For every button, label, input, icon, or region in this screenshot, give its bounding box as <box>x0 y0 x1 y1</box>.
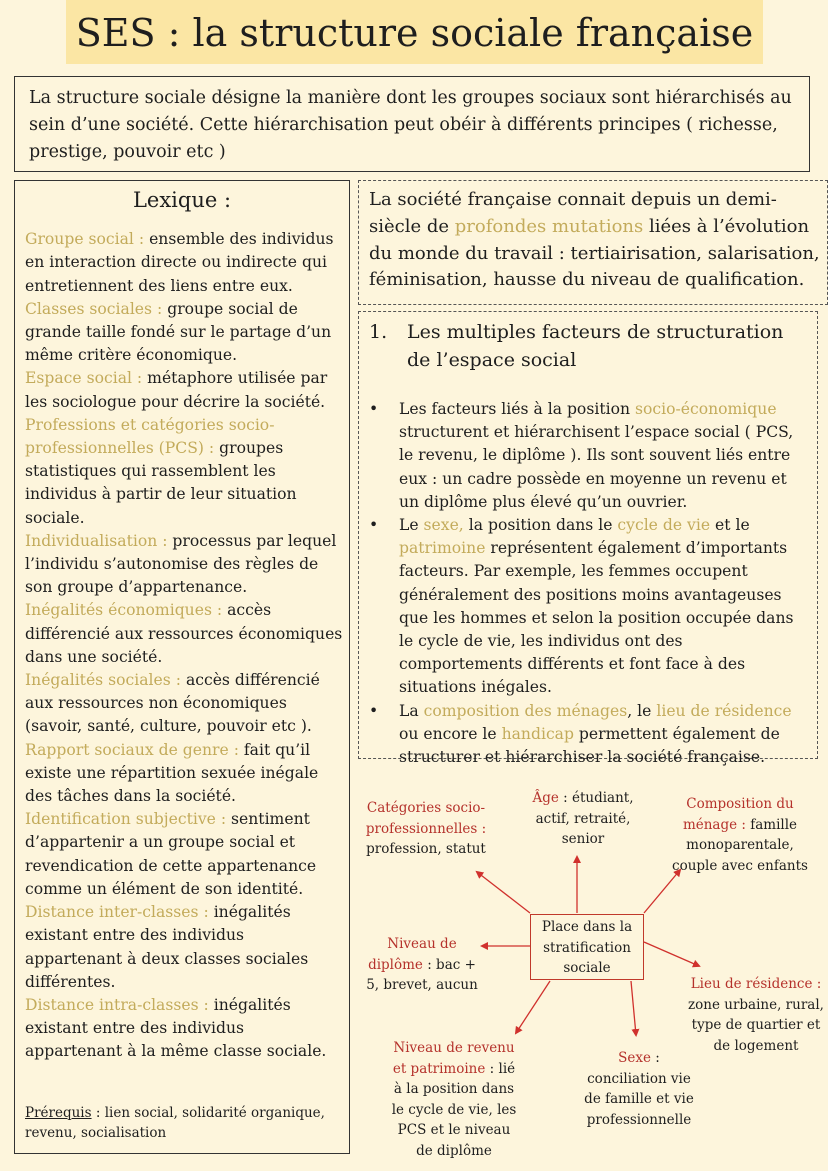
lexique-entry <box>25 599 343 669</box>
arrow-pcs <box>477 872 530 913</box>
bullet-item <box>369 700 809 770</box>
context-box <box>358 180 828 305</box>
node-text: : conciliation vie de famille et vie professionnelle <box>584 1050 694 1128</box>
prerequis-text: : lien social, solidarité organique, revenu, socialisation <box>25 1105 325 1141</box>
lexique-def: ensemble des individus en interaction directe ou indirecte qui entretiennent des liens entre eux. <box>25 230 334 295</box>
lexique-entry <box>25 298 343 368</box>
bullet-text: , le <box>627 701 657 720</box>
node-menage <box>670 794 810 876</box>
lexique-entry <box>25 367 343 413</box>
bullet-marker: • <box>369 701 379 720</box>
lexique-def: fait qu’il existe une répartition sexuée inégale des tâches dans la société. <box>25 740 319 806</box>
node-revenu <box>390 1038 518 1161</box>
bullet-marker: • <box>369 516 379 535</box>
context-text: La société française connait depuis un demi-siècle de <box>369 189 777 237</box>
lexique-def: accès différencié aux ressources non économiques (savoir, santé, culture, pouvoir etc ). <box>25 671 320 736</box>
bullet-text: ou encore le <box>399 724 502 743</box>
lexique-def: inégalités existant entre des individus appartenant à deux classes sociales différentes. <box>25 903 309 991</box>
node-label: Âge <box>532 790 559 806</box>
lexique-term: Inégalités sociales : <box>25 671 181 690</box>
lexique-entries <box>15 228 349 1063</box>
lexique-term: Inégalités économiques : <box>25 601 223 620</box>
lexique-entry <box>25 994 343 1064</box>
section-title <box>369 318 809 374</box>
lexique-term: Classes sociales : <box>25 299 163 318</box>
arrow-residence <box>644 942 699 966</box>
bullet-highlight: cycle de vie <box>617 516 711 535</box>
bullet-text: et le <box>710 516 750 535</box>
node-age <box>528 788 638 850</box>
node-text: : lié à la position dans le cycle de vie, les PCS et le niveau de diplôme <box>391 1060 517 1159</box>
intro-box: La structure sociale désigne la manière dont les groupes sociaux sont hiérarchisés au sein d’une société. Cette hiérarchisation peut obéir à différents principes ( richesse, prestige, pouvoir etc ) <box>14 76 810 172</box>
lexique-term: Distance inter-classes : <box>25 903 209 922</box>
lexique-term: Distance intra-classes : <box>25 995 209 1014</box>
lexique-panel <box>14 180 350 1154</box>
bullet-highlight: lieu de résidence <box>656 701 792 720</box>
node-label: Lieu de résidence : <box>690 976 822 992</box>
bullet-text: La <box>399 701 424 720</box>
bullet-highlight: patrimoine <box>399 539 486 558</box>
stratification-diagram <box>350 770 828 1170</box>
node-text: : bac + 5, brevet, aucun <box>366 956 478 993</box>
lexique-def: groupes statistiques qui rassemblent les individus à partir de leur situation sociale. <box>25 439 297 527</box>
bullet-highlight: socio-économique <box>634 400 777 418</box>
bullet-highlight: sexe, <box>423 516 464 535</box>
section-number: 1. <box>369 321 388 343</box>
bullet-text: permettent également de structurer et hiérarchiser la société française. <box>399 724 780 767</box>
lexique-entry <box>25 669 343 739</box>
node-text: zone urbaine, rural, type de quartier et de logement <box>688 996 824 1054</box>
lexique-def: inégalités existant entre des individus appartenant à la même classe sociale. <box>25 995 327 1061</box>
arrow-revenu <box>516 981 550 1033</box>
node-label: Sexe <box>618 1050 651 1066</box>
lexique-entry <box>25 808 343 901</box>
lexique-entry <box>25 739 343 809</box>
lexique-term: Individualisation : <box>25 531 168 550</box>
lexique-def: processus par lequel l’individu s’autonomise des règles de son groupe d’appartenance. <box>25 531 337 597</box>
lexique-def: accès différencié aux ressources économiques dans une société. <box>25 601 343 666</box>
prerequis-note <box>25 1103 335 1143</box>
bullet-text: Le <box>399 516 424 535</box>
bullet-item <box>369 514 809 700</box>
lexique-entry <box>25 530 343 600</box>
lexique-entry <box>25 414 343 530</box>
lexique-entry <box>25 228 343 298</box>
bullet-list <box>369 398 809 769</box>
node-diplome <box>360 934 484 996</box>
lexique-term: Identification subjective : <box>25 810 227 829</box>
node-label: Composition du ménage : <box>682 796 794 833</box>
bullet-highlight: composition des ménages <box>423 701 628 720</box>
bullet-text: représentent également d’importants facteurs. Par exemple, les femmes occupent généralement des positions moins avantageuses que les hommes et selon la position occupée dans le cycle de vie, les individus ont des comportements différents et font face à des situations inégales. <box>399 539 794 697</box>
context-text: liées à l’évolution du monde du travail : tertiairisation, salarisation, féminisation, hausse du niveau de qualification. <box>369 215 820 291</box>
lexique-term: Professions et catégories socio-professionnelles (PCS) : <box>25 415 275 458</box>
section-title-text: Les multiples facteurs de structuration de l’espace social <box>407 321 784 371</box>
node-text: : étudiant, actif, retraité, senior <box>535 790 634 847</box>
lexique-term: Espace social : <box>25 369 143 388</box>
lexique-entry <box>25 901 343 994</box>
bullet-item <box>369 398 809 514</box>
lexique-title: Lexique : <box>132 188 232 212</box>
lexique-def: sentiment d’appartenir a un groupe social et revendication de cette appartenance comme un élément de son identité. <box>25 810 317 898</box>
node-pcs <box>362 798 490 860</box>
section-factors <box>358 311 818 767</box>
lexique-term: Rapport sociaux de genre : <box>25 740 239 759</box>
node-label: Niveau de diplôme <box>368 936 457 973</box>
node-sexe <box>582 1048 696 1130</box>
bullet-text: Les facteurs liés à la position <box>399 400 635 418</box>
arrow-menage <box>644 870 680 913</box>
node-label: Catégories socio-professionnelles : <box>365 800 487 837</box>
node-text: famille monoparentale, couple avec enfants <box>672 816 808 874</box>
bullet-highlight: handicap <box>501 724 574 743</box>
node-label: Niveau de revenu et patrimoine <box>392 1040 515 1077</box>
arrow-sexe <box>631 981 636 1035</box>
diagram-center: Place dans la stratification sociale <box>530 914 644 980</box>
bullet-text: structurent et hiérarchisent l’espace social ( PCS, le revenu, le diplôme ). Ils sont souvent liés entre eux : un cadre possède en moyenne un revenu et un diplôme plus élevé qu’un ouvrier. <box>399 423 794 511</box>
lexique-def: métaphore utilisée par les sociologue pour décrire la société. <box>25 369 328 411</box>
page-title: SES : la structure sociale française <box>66 0 763 64</box>
node-text: profession, statut <box>366 841 486 857</box>
bullet-marker: • <box>369 400 379 418</box>
bullet-text: la position dans le <box>463 516 618 535</box>
lexique-term: Groupe social : <box>25 230 145 249</box>
context-highlight: profondes mutations <box>454 215 644 237</box>
node-residence <box>688 974 824 1056</box>
lexique-def: groupe social de grande taille fondé sur le partage d’un même critère économique. <box>25 299 332 365</box>
prerequis-label: Prérequis <box>25 1105 92 1121</box>
